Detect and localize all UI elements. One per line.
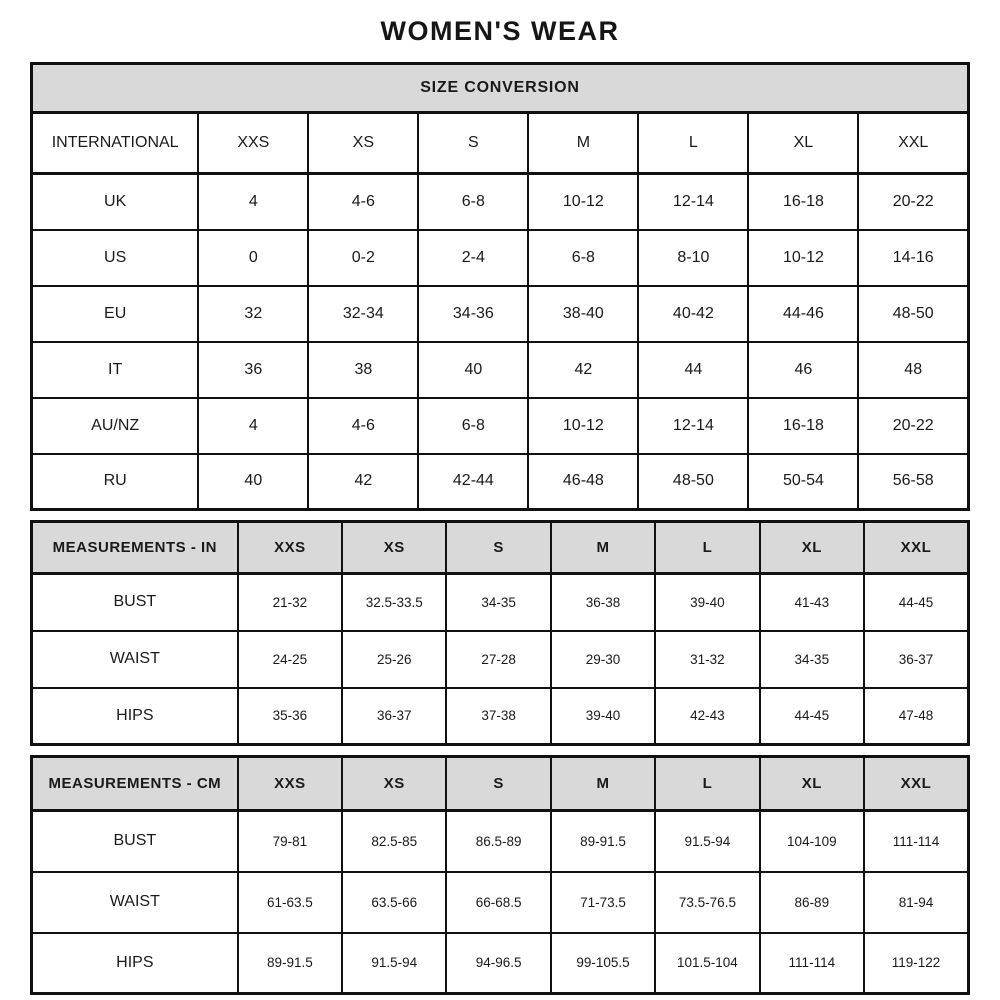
value-cell: 24-25 xyxy=(238,631,342,688)
value-cell: 89-91.5 xyxy=(551,811,655,872)
value-cell: 27-28 xyxy=(446,631,550,688)
value-cell: 36 xyxy=(198,342,308,398)
value-cell: 111-114 xyxy=(760,933,864,994)
value-cell: 16-18 xyxy=(748,398,858,454)
value-cell: 89-91.5 xyxy=(238,933,342,994)
value-cell: 32 xyxy=(198,286,308,342)
size-header-cell: M xyxy=(551,522,655,574)
measurements-cm-columns-row xyxy=(32,757,969,811)
measurements-in-body xyxy=(32,574,969,745)
value-cell: 104-109 xyxy=(760,811,864,872)
value-cell: 4 xyxy=(198,174,308,230)
size-conversion-columns-row xyxy=(32,113,969,174)
value-cell: 42-43 xyxy=(655,688,759,745)
value-cell: 20-22 xyxy=(858,174,968,230)
table-row xyxy=(32,574,969,631)
corner-header-cell: INTERNATIONAL xyxy=(32,113,199,174)
row-label: BUST xyxy=(32,574,238,631)
value-cell: 36-37 xyxy=(342,688,446,745)
size-header-cell: XL xyxy=(748,113,858,174)
value-cell: 36-37 xyxy=(864,631,968,688)
value-cell: 32.5-33.5 xyxy=(342,574,446,631)
value-cell: 34-35 xyxy=(760,631,864,688)
measurements-cm-body xyxy=(32,811,969,994)
value-cell: 42-44 xyxy=(418,454,528,510)
value-cell: 48-50 xyxy=(858,286,968,342)
corner-header-cell: MEASUREMENTS - IN xyxy=(32,522,238,574)
table-row xyxy=(32,286,969,342)
size-header-cell: M xyxy=(551,757,655,811)
value-cell: 71-73.5 xyxy=(551,872,655,933)
value-cell: 41-43 xyxy=(760,574,864,631)
value-cell: 34-36 xyxy=(418,286,528,342)
value-cell: 31-32 xyxy=(655,631,759,688)
value-cell: 38-40 xyxy=(528,286,638,342)
value-cell: 29-30 xyxy=(551,631,655,688)
value-cell: 48-50 xyxy=(638,454,748,510)
value-cell: 10-12 xyxy=(748,230,858,286)
value-cell: 63.5-66 xyxy=(342,872,446,933)
value-cell: 2-4 xyxy=(418,230,528,286)
value-cell: 12-14 xyxy=(638,174,748,230)
value-cell: 44-46 xyxy=(748,286,858,342)
size-header-cell: S xyxy=(418,113,528,174)
row-label: HIPS xyxy=(32,933,238,994)
value-cell: 38 xyxy=(308,342,418,398)
row-label: BUST xyxy=(32,811,238,872)
size-header-cell: XXL xyxy=(864,522,968,574)
value-cell: 101.5-104 xyxy=(655,933,759,994)
size-header-cell: XXL xyxy=(858,113,968,174)
size-header-cell: XXS xyxy=(238,757,342,811)
size-header-cell: L xyxy=(655,522,759,574)
value-cell: 79-81 xyxy=(238,811,342,872)
value-cell: 56-58 xyxy=(858,454,968,510)
value-cell: 0-2 xyxy=(308,230,418,286)
value-cell: 20-22 xyxy=(858,398,968,454)
value-cell: 0 xyxy=(198,230,308,286)
row-label: US xyxy=(32,230,199,286)
value-cell: 111-114 xyxy=(864,811,968,872)
value-cell: 119-122 xyxy=(864,933,968,994)
size-conversion-banner-row xyxy=(32,64,969,113)
value-cell: 82.5-85 xyxy=(342,811,446,872)
row-label: RU xyxy=(32,454,199,510)
value-cell: 6-8 xyxy=(418,398,528,454)
value-cell: 21-32 xyxy=(238,574,342,631)
value-cell: 25-26 xyxy=(342,631,446,688)
value-cell: 48 xyxy=(858,342,968,398)
table-row xyxy=(32,174,969,230)
value-cell: 99-105.5 xyxy=(551,933,655,994)
table-row xyxy=(32,811,969,872)
row-label: IT xyxy=(32,342,199,398)
page-title: WOMEN'S WEAR xyxy=(380,16,620,46)
value-cell: 4-6 xyxy=(308,174,418,230)
size-header-cell: XXS xyxy=(238,522,342,574)
value-cell: 86.5-89 xyxy=(446,811,550,872)
value-cell: 37-38 xyxy=(446,688,550,745)
value-cell: 16-18 xyxy=(748,174,858,230)
value-cell: 40 xyxy=(198,454,308,510)
value-cell: 86-89 xyxy=(760,872,864,933)
size-conversion-table xyxy=(30,62,970,511)
table-row xyxy=(32,933,969,994)
value-cell: 40-42 xyxy=(638,286,748,342)
corner-header-cell: MEASUREMENTS - CM xyxy=(32,757,238,811)
row-label: UK xyxy=(32,174,199,230)
row-label: AU/NZ xyxy=(32,398,199,454)
size-header-cell: S xyxy=(446,522,550,574)
value-cell: 14-16 xyxy=(858,230,968,286)
value-cell: 35-36 xyxy=(238,688,342,745)
size-conversion-banner: SIZE CONVERSION xyxy=(32,64,969,113)
row-label: EU xyxy=(32,286,199,342)
value-cell: 44 xyxy=(638,342,748,398)
value-cell: 73.5-76.5 xyxy=(655,872,759,933)
size-header-cell: XXL xyxy=(864,757,968,811)
measurements-cm-table xyxy=(30,755,970,995)
table-row xyxy=(32,631,969,688)
value-cell: 44-45 xyxy=(760,688,864,745)
value-cell: 91.5-94 xyxy=(342,933,446,994)
value-cell: 12-14 xyxy=(638,398,748,454)
row-label: WAIST xyxy=(32,872,238,933)
value-cell: 39-40 xyxy=(551,688,655,745)
value-cell: 32-34 xyxy=(308,286,418,342)
value-cell: 44-45 xyxy=(864,574,968,631)
value-cell: 36-38 xyxy=(551,574,655,631)
value-cell: 34-35 xyxy=(446,574,550,631)
value-cell: 8-10 xyxy=(638,230,748,286)
table-row xyxy=(32,398,969,454)
measurements-in-table xyxy=(30,520,970,746)
value-cell: 4-6 xyxy=(308,398,418,454)
value-cell: 91.5-94 xyxy=(655,811,759,872)
size-header-cell: XS xyxy=(342,757,446,811)
table-row xyxy=(32,454,969,510)
value-cell: 42 xyxy=(308,454,418,510)
value-cell: 50-54 xyxy=(748,454,858,510)
value-cell: 10-12 xyxy=(528,174,638,230)
value-cell: 42 xyxy=(528,342,638,398)
value-cell: 61-63.5 xyxy=(238,872,342,933)
value-cell: 10-12 xyxy=(528,398,638,454)
size-header-cell: M xyxy=(528,113,638,174)
value-cell: 46 xyxy=(748,342,858,398)
table-row xyxy=(32,230,969,286)
value-cell: 66-68.5 xyxy=(446,872,550,933)
value-cell: 81-94 xyxy=(864,872,968,933)
size-conversion-body xyxy=(32,174,969,510)
size-header-cell: XXS xyxy=(198,113,308,174)
value-cell: 6-8 xyxy=(418,174,528,230)
size-header-cell: XS xyxy=(342,522,446,574)
value-cell: 47-48 xyxy=(864,688,968,745)
size-header-cell: S xyxy=(446,757,550,811)
value-cell: 46-48 xyxy=(528,454,638,510)
value-cell: 6-8 xyxy=(528,230,638,286)
size-header-cell: L xyxy=(655,757,759,811)
table-row xyxy=(32,872,969,933)
size-header-cell: XL xyxy=(760,522,864,574)
table-row xyxy=(32,342,969,398)
size-header-cell: XS xyxy=(308,113,418,174)
row-label: HIPS xyxy=(32,688,238,745)
row-label: WAIST xyxy=(32,631,238,688)
measurements-in-columns-row xyxy=(32,522,969,574)
value-cell: 94-96.5 xyxy=(446,933,550,994)
value-cell: 4 xyxy=(198,398,308,454)
table-row xyxy=(32,688,969,745)
size-header-cell: L xyxy=(638,113,748,174)
size-header-cell: XL xyxy=(760,757,864,811)
value-cell: 39-40 xyxy=(655,574,759,631)
value-cell: 40 xyxy=(418,342,528,398)
